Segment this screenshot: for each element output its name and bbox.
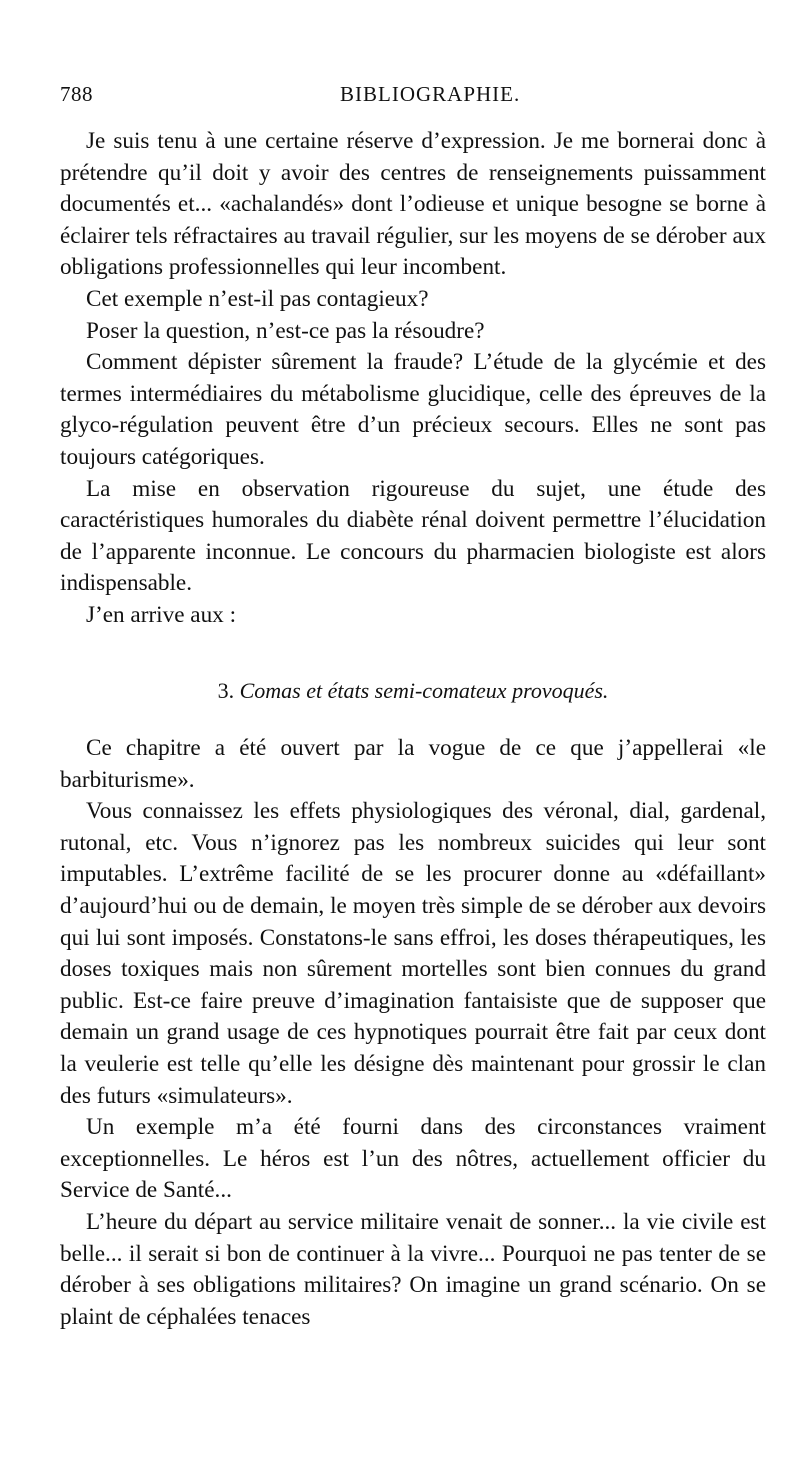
section-number: 3. — [217, 678, 235, 703]
paragraph: La mise en observation rigoureuse du sujet, une étude des caractéristiques humorales du diabète rénal doivent permettre l’élucidation de l’apparente inconnue. Le concours du pharmacien biologiste est alors indispensable. — [60, 475, 766, 597]
page-number: 788 — [60, 82, 93, 106]
paragraph: L’heure du départ au service militaire venait de sonner... la vie civile est belle... il serait si bon de continuer à la vivre... Pourquoi ne pas tenter de se dérober à ses obligations militaires? On imagine un grand scénario. On se plaint de céphalées tenaces — [60, 1208, 766, 1330]
paragraph: Ce chapitre a été ouvert par la vogue de ce que j’appellerai «le barbiturisme». — [60, 735, 766, 793]
section-title: Comas et états semi-comateux provoqués. — [239, 678, 609, 703]
text-block-before-section — [60, 126, 766, 632]
paragraph: Poser la question, n’est-ce pas la résoudre? — [86, 317, 485, 344]
paragraph: Je suis tenu à une certaine réserve d’expression. Je me bornerai donc à prétendre qu’il doit y avoir des centres de renseignements puissamment documentés et... «achalandés» dont l’odieuse et unique besogne se borne à éclairer tels réfractaires au travail régulier, sur les moyens de se dérober aux obligations professionnelles qui leur incombent. — [60, 128, 766, 281]
paragraph: Cet exemple n’est-il pas contagieux? — [86, 285, 429, 312]
section-heading — [60, 676, 766, 706]
page-header — [60, 82, 750, 112]
running-title: BIBLIOGRAPHIE. — [340, 82, 521, 106]
paragraph: Vous connaissez les effets physiologiques des véronal, dial, gardenal, rutonal, etc. Vous n’ignorez pas les nombreux suicides qui leur sont imputables. L’extrême facilité de se les procurer donne au «défaillant» d’aujourd’hui ou de demain, le moyen très simple de se dérober aux devoirs qui lui sont imposés. Constatons-le sans effroi, les doses thérapeutiques, les doses toxiques mais non sûrement mortelles sont bien connues du grand public. Est-ce faire preuve d’imagination fantaisiste que de supposer que demain un grand usage de ces hypnotiques pourrait être fait par ceux dont la veulerie est telle qu’elle les désigne dès maintenant pour grossir le clan des futurs «simulateurs». — [60, 798, 766, 1109]
text-block-after-section — [60, 733, 766, 1333]
paragraph: J’en arrive aux : — [86, 601, 237, 628]
paragraph: Comment dépister sûrement la fraude? L’étude de la glycémie et des termes intermédiaires du métabolisme glucidique, celle des épreuves de la glyco-régulation peuvent être d’un précieux secours. Elles ne sont pas toujours catégoriques. — [60, 349, 766, 470]
paragraph: Un exemple m’a été fourni dans des circonstances vraiment exceptionnelles. Le héros est l’un des nôtres, actuellement officier du Service de Santé... — [60, 1114, 766, 1204]
